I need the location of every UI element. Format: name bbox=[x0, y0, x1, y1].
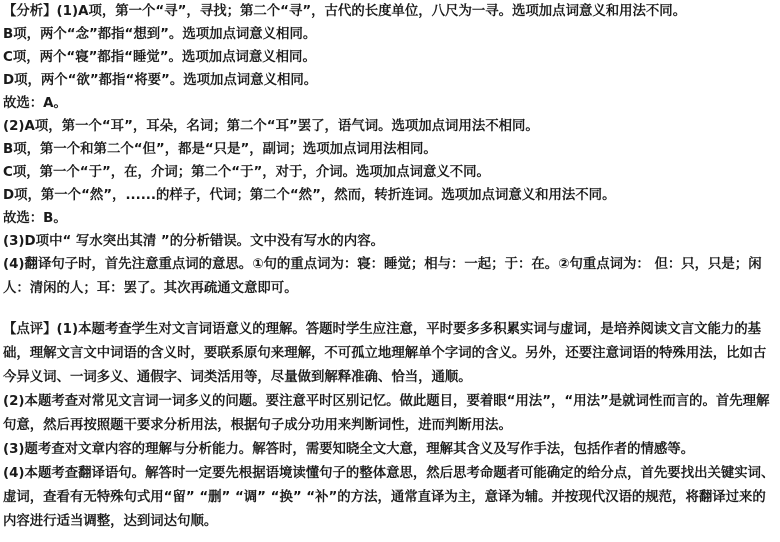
comment-paragraph-4: (4)本题考查翻译语句。解答时一定要先根据语境读懂句子的整体意思，然后思考命题者可能确定的给分点，首先要找出关键实词、虚词，查看有无特殊句式用“留” “删” “调” “换” “补”的方法，通常直译为主，意译为辅。并按现代汉语的规范，将翻译过来的内容进行适当调整，达到词达句顺。 bbox=[3, 466, 775, 529]
analysis-line-8: C项，第一个“于”，在，介词；第二个“于”，对于，介词。选项加点词意义不同。 bbox=[3, 165, 490, 180]
analysis-line-11: (3)D项中“ 写水突出其清 ”的分析错误。文中没有写水的内容。 bbox=[3, 234, 384, 249]
analysis-line-2: B项，两个“念”都指“想到”。选项加点词意义相同。 bbox=[3, 27, 317, 42]
comment-paragraph-1: 【点评】(1)本题考查学生对文言词语意义的理解。答题时学生应注意，平时要多多积累实词与虚词，是培养阅读文言文能力的基础，理解文言文中词语的含义时，要联系原句来理解，不可孤立地理解单个字词的含义。另外，还要注意词语的特殊用法，比如古今异义词、一词多义、通假字、词类活用等，尽量做到解释准确、恰当，通顺。 bbox=[3, 322, 767, 385]
comment-paragraph-3: (3)题考查对文章内容的理解与分析能力。解答时，需要知晓全文大意，理解其含义及写作手法，包括作者的情感等。 bbox=[3, 442, 695, 457]
section-divider bbox=[3, 301, 777, 318]
analysis-paragraph-4: (4)翻译句子时，首先注意重点词的意思。①句的重点词为：寝：睡觉；相与：一起；于：在。②句重点词为： 但：只，只是；闲人：清闲的人；耳：罢了。其次再疏通文意即可。 bbox=[3, 257, 762, 296]
comment-paragraph-2: (2)本题考查对常见文言词一词多义的问题。要注意平时区别记忆。做此题目，要着眼“用法”，“用法”是就词性而言的。首先理解句意，然后再按照题干要求分析用法，根据句子成分功用来判断词性，进而判断用法。 bbox=[3, 394, 770, 433]
analysis-line-7: B项，第一个和第二个“但”，都是“只是”，副词；选项加点词用法相同。 bbox=[3, 142, 437, 157]
analysis-line-5: 故选：A。 bbox=[3, 96, 67, 111]
analysis-line-3: C项，两个“寝”都指“睡觉”。选项加点词意义相同。 bbox=[3, 50, 316, 65]
analysis-line-1: 【分析】(1)A项，第一个“寻”，寻找；第二个“寻”，古代的长度单位，八尺为一寻。选项加点词意义和用法不同。 bbox=[3, 4, 687, 19]
analysis-line-10: 故选：B。 bbox=[3, 211, 67, 226]
analysis-line-9: D项，第一个“然”，......的样子，代词；第二个“然”，然而，转折连词。选项加点词意义和用法不同。 bbox=[3, 188, 616, 203]
analysis-line-6: (2)A项，第一个“耳”，耳朵，名词；第二个“耳”罢了，语气词。选项加点词用法不相同。 bbox=[3, 119, 539, 134]
analysis-line-4: D项，两个“欲”都指“将要”。选项加点词意义相同。 bbox=[3, 73, 318, 88]
answer-document bbox=[3, 0, 777, 534]
